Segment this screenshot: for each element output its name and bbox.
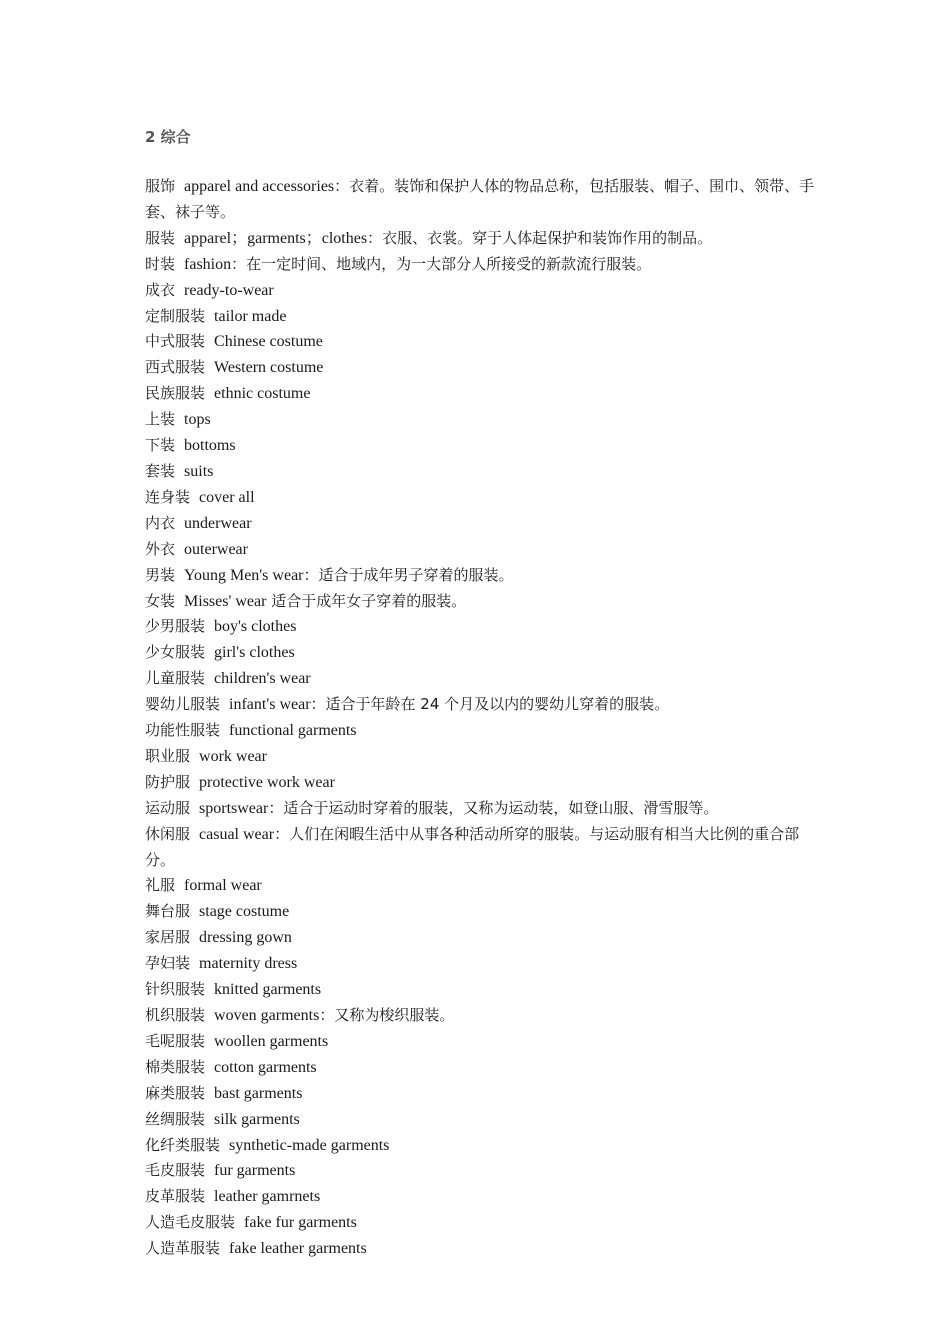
term-chinese: 孕妇装 xyxy=(145,954,191,973)
term-chinese: 人造革服装 xyxy=(145,1239,221,1258)
term-english: synthetic-made garments xyxy=(229,1136,390,1154)
term-chinese: 女装 xyxy=(145,591,176,610)
term-english: infant's wear xyxy=(229,696,311,714)
glossary-entry xyxy=(145,563,825,589)
term-chinese: 棉类服装 xyxy=(145,1057,206,1076)
glossary-entry xyxy=(145,511,825,537)
term-chinese: 成衣 xyxy=(145,280,176,299)
term-chinese: 职业服 xyxy=(145,746,191,765)
term-chinese: 防护服 xyxy=(145,772,191,791)
glossary-entry xyxy=(145,1055,825,1081)
glossary-entry xyxy=(145,355,825,381)
term-english: stage costume xyxy=(199,903,290,921)
term-chinese: 毛皮服装 xyxy=(145,1161,206,1180)
term-english: Misses' wear xyxy=(184,592,267,610)
term-chinese: 皮革服装 xyxy=(145,1187,206,1206)
glossary-entry xyxy=(145,1081,825,1107)
glossary-entry xyxy=(145,640,825,666)
glossary-entry xyxy=(145,1158,825,1184)
glossary-entry xyxy=(145,589,825,615)
term-english: fake leather garments xyxy=(229,1240,367,1258)
term-definition: ：衣服、衣裳。穿于人体起保护和装饰作用的制品。 xyxy=(367,228,713,247)
term-definition: ：又称为梭织服装。 xyxy=(319,1006,455,1024)
glossary-entry xyxy=(145,977,825,1003)
term-english: children's wear xyxy=(214,670,311,688)
glossary-entry xyxy=(145,822,825,874)
term-chinese: 丝绸服装 xyxy=(145,1109,206,1128)
glossary-entry xyxy=(145,899,825,925)
glossary-entry xyxy=(145,1133,825,1159)
term-english: outerwear xyxy=(184,540,248,558)
term-english: silk garments xyxy=(214,1110,300,1128)
term-english: ethnic costume xyxy=(214,385,311,403)
term-english: Western costume xyxy=(214,359,324,377)
term-english: dressing gown xyxy=(199,929,292,947)
term-definition: ：适合于运动时穿着的服装，又称为运动装，如登山服、滑雪服等。 xyxy=(268,798,719,817)
term-chinese: 服饰 xyxy=(145,177,176,195)
glossary-entry xyxy=(145,951,825,977)
glossary-entry xyxy=(145,485,825,511)
term-english: functional garments xyxy=(229,722,357,740)
term-definition: ：适合于成年男子穿着的服装。 xyxy=(303,565,514,584)
term-english: bast garments xyxy=(214,1084,303,1102)
term-english: underwear xyxy=(184,514,252,532)
glossary-entry xyxy=(145,744,825,770)
term-english: Young Men's wear xyxy=(184,566,304,584)
term-english: apparel；garments；clothes xyxy=(184,229,368,247)
term-chinese: 毛呢服装 xyxy=(145,1031,206,1050)
term-chinese: 连身装 xyxy=(145,487,191,506)
glossary-entry xyxy=(145,873,825,899)
term-english: girl's clothes xyxy=(214,644,295,662)
term-english: fashion xyxy=(184,255,232,273)
glossary-entry xyxy=(145,1184,825,1210)
glossary-list xyxy=(145,174,825,1262)
glossary-entry xyxy=(145,278,825,304)
term-chinese: 人造毛皮服装 xyxy=(145,1213,236,1232)
glossary-entry xyxy=(145,666,825,692)
term-chinese: 少女服装 xyxy=(145,643,206,662)
term-english: cotton garments xyxy=(214,1058,317,1076)
term-english: apparel and accessories xyxy=(184,178,335,195)
term-definition: 适合于成年女子穿着的服装。 xyxy=(266,591,467,610)
glossary-entry xyxy=(145,770,825,796)
term-english: woven garments xyxy=(214,1007,320,1024)
term-chinese: 上装 xyxy=(145,410,176,429)
term-english: woollen garments xyxy=(214,1032,329,1050)
glossary-entry xyxy=(145,329,825,355)
term-chinese: 下装 xyxy=(145,436,176,455)
term-english: maternity dress xyxy=(199,955,298,973)
term-english: suits xyxy=(184,462,214,480)
glossary-entry xyxy=(145,614,825,640)
term-english: tops xyxy=(184,411,211,429)
term-english: boy's clothes xyxy=(214,618,297,636)
glossary-entry xyxy=(145,174,825,226)
term-english: Chinese costume xyxy=(214,333,323,351)
term-english: fake fur garments xyxy=(244,1214,357,1232)
glossary-entry xyxy=(145,537,825,563)
term-chinese: 西式服装 xyxy=(145,358,206,377)
glossary-entry xyxy=(145,459,825,485)
glossary-entry xyxy=(145,1107,825,1133)
term-english: knitted garments xyxy=(214,981,322,999)
glossary-entry xyxy=(145,718,825,744)
glossary-entry xyxy=(145,226,825,252)
term-english: formal wear xyxy=(184,877,262,895)
term-definition: ：衣着。装饰和保护人体的物品总称，包括服装、帽子、围巾、领带、手套、袜子等。 xyxy=(145,177,815,221)
term-chinese: 休闲服 xyxy=(145,824,191,843)
term-chinese: 外衣 xyxy=(145,539,176,558)
section-number: 2 xyxy=(145,128,156,146)
section-heading xyxy=(145,126,191,148)
term-chinese: 功能性服装 xyxy=(145,721,221,740)
glossary-entry xyxy=(145,407,825,433)
term-chinese: 化纤类服装 xyxy=(145,1135,221,1154)
term-chinese: 内衣 xyxy=(145,513,176,532)
term-chinese: 男装 xyxy=(145,565,176,584)
term-definition: ：人们在闲暇生活中从事各种活动所穿的服装。与运动服有相当大比例的重合部分。 xyxy=(145,824,800,869)
term-chinese: 儿童服装 xyxy=(145,669,206,688)
term-english: tailor made xyxy=(214,307,287,325)
glossary-entry xyxy=(145,796,825,822)
term-chinese: 服装 xyxy=(145,228,176,247)
glossary-entry xyxy=(145,1210,825,1236)
term-english: protective work wear xyxy=(199,773,335,791)
term-chinese: 礼服 xyxy=(145,876,176,895)
term-chinese: 机织服装 xyxy=(145,1006,206,1024)
glossary-entry xyxy=(145,1236,825,1262)
glossary-entry xyxy=(145,433,825,459)
section-title: 综合 xyxy=(160,128,191,146)
term-chinese: 针织服装 xyxy=(145,980,206,999)
term-chinese: 舞台服 xyxy=(145,902,191,921)
glossary-entry xyxy=(145,304,825,330)
glossary-entry xyxy=(145,381,825,407)
glossary-entry xyxy=(145,1003,825,1029)
term-english: bottoms xyxy=(184,437,236,455)
term-chinese: 婴幼儿服装 xyxy=(145,695,221,714)
term-english: cover all xyxy=(199,488,255,506)
glossary-entry xyxy=(145,1029,825,1055)
term-chinese: 少男服装 xyxy=(145,617,206,636)
term-definition: ：在一定时间、地域内，为一大部分人所接受的新款流行服装。 xyxy=(231,254,652,273)
glossary-entry xyxy=(145,692,825,718)
glossary-entry xyxy=(145,925,825,951)
term-definition: ：适合于年龄在 24 个月及以内的婴幼儿穿着的服装。 xyxy=(310,695,670,714)
term-chinese: 运动服 xyxy=(145,798,191,817)
term-english: ready-to-wear xyxy=(184,281,274,299)
term-chinese: 时装 xyxy=(145,254,176,273)
term-english: fur garments xyxy=(214,1162,296,1180)
term-english: leather gamrnets xyxy=(214,1188,321,1206)
term-english: casual wear xyxy=(199,825,275,843)
term-chinese: 中式服装 xyxy=(145,332,206,351)
term-english: sportswear xyxy=(199,799,269,817)
term-chinese: 麻类服装 xyxy=(145,1083,206,1102)
term-chinese: 定制服装 xyxy=(145,306,206,325)
term-chinese: 家居服 xyxy=(145,928,191,947)
glossary-entry xyxy=(145,252,825,278)
term-chinese: 套装 xyxy=(145,461,176,480)
term-english: work wear xyxy=(199,747,267,765)
term-chinese: 民族服装 xyxy=(145,384,206,403)
